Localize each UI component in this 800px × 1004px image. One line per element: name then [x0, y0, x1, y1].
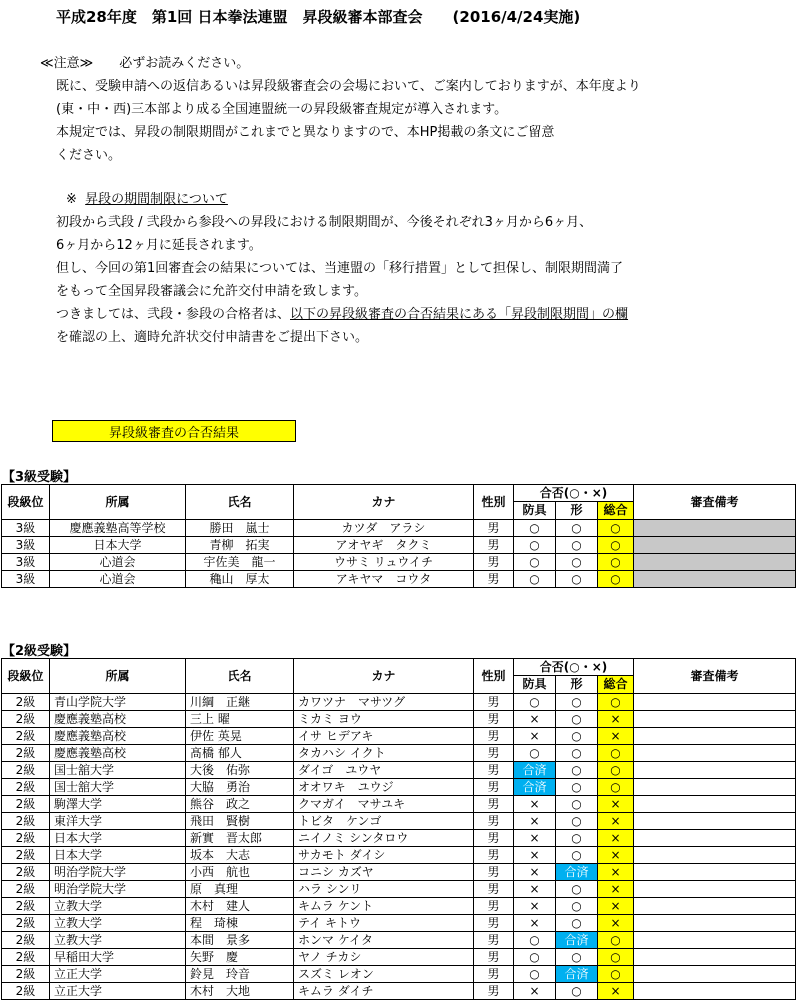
- cell-kata: ○: [556, 745, 598, 762]
- cell-kata: ○: [556, 830, 598, 847]
- table-row: [2, 694, 796, 711]
- cell-name: 大後 佑弥: [186, 762, 294, 779]
- cell-bougu: ○: [514, 520, 556, 537]
- cell-name: 伊佐 英晃: [186, 728, 294, 745]
- cell-kata: ○: [556, 711, 598, 728]
- cell-bougu: ×: [514, 796, 556, 813]
- cell-remarks: [634, 864, 796, 881]
- cell-kata: ○: [556, 694, 598, 711]
- header-kana: カナ: [294, 659, 474, 694]
- header-affiliation: 所属: [50, 485, 186, 520]
- cell-rank: 2級: [2, 932, 50, 949]
- header-kata: 形: [556, 502, 598, 520]
- cell-bougu: ×: [514, 915, 556, 932]
- cell-remarks: [634, 554, 796, 571]
- cell-gender: 男: [474, 762, 514, 779]
- cell-kana: カツダ アラシ: [294, 520, 474, 537]
- table-row: [2, 745, 796, 762]
- table-row: [2, 932, 796, 949]
- cell-affiliation: 早稲田大学: [50, 949, 186, 966]
- cell-kata: ○: [556, 554, 598, 571]
- cell-remarks: [634, 796, 796, 813]
- cell-total: ×: [598, 881, 634, 898]
- cell-remarks: [634, 932, 796, 949]
- cell-remarks: [634, 745, 796, 762]
- cell-remarks: [634, 847, 796, 864]
- cell-kana: コニシ カズヤ: [294, 864, 474, 881]
- header-remarks: 審査備考: [634, 659, 796, 694]
- notice-line: 既に、受験申請への返信あるいは昇段級審査会の会場において、ご案内しておりますが、本年度より: [56, 79, 641, 94]
- cell-gender: 男: [474, 745, 514, 762]
- cell-affiliation: 明治学院大学: [50, 881, 186, 898]
- cell-kata: ○: [556, 762, 598, 779]
- cell-rank: 2級: [2, 728, 50, 745]
- cell-total: ○: [598, 779, 634, 796]
- header-gender: 性別: [474, 659, 514, 694]
- cell-bougu: ×: [514, 711, 556, 728]
- cell-total: ○: [598, 966, 634, 983]
- cell-rank: 3級: [2, 520, 50, 537]
- cell-kata: ○: [556, 898, 598, 915]
- cell-name: 青柳 拓実: [186, 537, 294, 554]
- cell-gender: 男: [474, 694, 514, 711]
- cell-gender: 男: [474, 881, 514, 898]
- table-row: [2, 711, 796, 728]
- cell-affiliation: 立教大学: [50, 898, 186, 915]
- cell-gender: 男: [474, 966, 514, 983]
- cell-rank: 2級: [2, 813, 50, 830]
- cell-remarks: [634, 520, 796, 537]
- cell-kana: アオヤギ タクミ: [294, 537, 474, 554]
- cell-kata: ○: [556, 847, 598, 864]
- cell-total: ×: [598, 796, 634, 813]
- table-row: [2, 796, 796, 813]
- cell-affiliation: 日本大学: [50, 830, 186, 847]
- table-row: [2, 728, 796, 745]
- cell-kana: タカハシ イクト: [294, 745, 474, 762]
- cell-bougu: ○: [514, 745, 556, 762]
- cell-kata: ○: [556, 949, 598, 966]
- cell-affiliation: 慶應義塾高等学校: [50, 520, 186, 537]
- cell-bougu: ×: [514, 864, 556, 881]
- cell-affiliation: 日本大学: [50, 537, 186, 554]
- cell-rank: 2級: [2, 830, 50, 847]
- cell-name: 鈴見 玲音: [186, 966, 294, 983]
- cell-kana: キムラ ダイチ: [294, 983, 474, 1000]
- cell-remarks: [634, 898, 796, 915]
- cell-total: ×: [598, 983, 634, 1000]
- cell-remarks: [634, 915, 796, 932]
- cell-rank: 2級: [2, 779, 50, 796]
- section-heading-text: 昇段の期間制限について: [85, 192, 228, 207]
- table-row: [2, 779, 796, 796]
- cell-gender: 男: [474, 847, 514, 864]
- cell-kata: ○: [556, 813, 598, 830]
- cell-gender: 男: [474, 830, 514, 847]
- cell-kana: ホンマ ケイタ: [294, 932, 474, 949]
- cell-total: ×: [598, 898, 634, 915]
- cell-remarks: [634, 762, 796, 779]
- header-gender: 性別: [474, 485, 514, 520]
- cell-kata: ○: [556, 537, 598, 554]
- header-pass: 合否(○・×): [514, 485, 634, 502]
- section-line: [56, 303, 628, 326]
- cell-remarks: [634, 779, 796, 796]
- cell-gender: 男: [474, 864, 514, 881]
- header-total: 総合: [598, 676, 634, 694]
- cell-total: ○: [598, 571, 634, 588]
- cell-kata: 合済: [556, 966, 598, 983]
- cell-remarks: [634, 694, 796, 711]
- cell-kata: ○: [556, 728, 598, 745]
- cell-kana: スズミ レオン: [294, 966, 474, 983]
- section-line: 6ヶ月から12ヶ月に延長されます。: [56, 238, 262, 253]
- cell-bougu: 合済: [514, 762, 556, 779]
- cell-kana: ウサミ リュウイチ: [294, 554, 474, 571]
- cell-gender: 男: [474, 554, 514, 571]
- cell-name: 熊谷 政之: [186, 796, 294, 813]
- group-2kyu-label: 【2級受験】: [2, 644, 77, 659]
- cell-name: 木村 大地: [186, 983, 294, 1000]
- table-row: [2, 864, 796, 881]
- table-row: [2, 949, 796, 966]
- cell-total: ×: [598, 813, 634, 830]
- cell-gender: 男: [474, 537, 514, 554]
- cell-remarks: [634, 881, 796, 898]
- header-rank: 段級位: [2, 485, 50, 520]
- table-row: [2, 881, 796, 898]
- cell-gender: 男: [474, 949, 514, 966]
- table-row: [2, 554, 796, 571]
- cell-total: ○: [598, 949, 634, 966]
- cell-affiliation: 立正大学: [50, 966, 186, 983]
- results-table-2kyu: [1, 658, 796, 1000]
- cell-name: 宇佐美 龍一: [186, 554, 294, 571]
- cell-name: 坂本 大志: [186, 847, 294, 864]
- cell-total: ×: [598, 728, 634, 745]
- table-row: [2, 571, 796, 588]
- cell-remarks: [634, 571, 796, 588]
- cell-affiliation: 立正大学: [50, 983, 186, 1000]
- cell-rank: 2級: [2, 881, 50, 898]
- cell-kata: ○: [556, 983, 598, 1000]
- cell-gender: 男: [474, 898, 514, 915]
- table-row: [2, 915, 796, 932]
- header-affiliation: 所属: [50, 659, 186, 694]
- cell-affiliation: 立教大学: [50, 915, 186, 932]
- cell-kata: 合済: [556, 932, 598, 949]
- table-row: [2, 847, 796, 864]
- cell-kata: ○: [556, 796, 598, 813]
- results-table-3kyu: [1, 484, 796, 588]
- table-row: [2, 762, 796, 779]
- cell-bougu: ○: [514, 571, 556, 588]
- section-line-text: つきましては、弐段・参段の合格者は、: [56, 307, 291, 322]
- cell-remarks: [634, 813, 796, 830]
- cell-total: ×: [598, 711, 634, 728]
- cell-bougu: ×: [514, 898, 556, 915]
- header-total: 総合: [598, 502, 634, 520]
- table-row: [2, 830, 796, 847]
- cell-total: ○: [598, 520, 634, 537]
- cell-kata: ○: [556, 571, 598, 588]
- cell-rank: 2級: [2, 796, 50, 813]
- cell-name: 小西 航也: [186, 864, 294, 881]
- cell-remarks: [634, 711, 796, 728]
- notice-line: 本規定では、昇段の制限期間がこれまでと異なりますので、本HP掲載の条文にご留意: [56, 125, 555, 140]
- cell-kana: ヤノ チカシ: [294, 949, 474, 966]
- group-3kyu-label: 【3級受験】: [2, 470, 77, 485]
- cell-remarks: [634, 537, 796, 554]
- notice-line: ください。: [56, 148, 122, 163]
- cell-gender: 男: [474, 571, 514, 588]
- cell-affiliation: 心道会: [50, 571, 186, 588]
- header-remarks: 審査備考: [634, 485, 796, 520]
- cell-kana: ニイノミ シンタロウ: [294, 830, 474, 847]
- table-row: [2, 898, 796, 915]
- cell-name: 飛田 賢樹: [186, 813, 294, 830]
- cell-total: ×: [598, 847, 634, 864]
- cell-total: ○: [598, 745, 634, 762]
- table-row: [2, 537, 796, 554]
- page-title: 平成28年度 第1回 日本拳法連盟 昇段級審本部査会 (2016/4/24実施): [56, 8, 581, 26]
- cell-gender: 男: [474, 983, 514, 1000]
- section-line-underlined: 以下の昇段級審査の合否結果にある「昇段制限期間」の欄: [290, 307, 629, 322]
- cell-gender: 男: [474, 813, 514, 830]
- cell-bougu: ○: [514, 949, 556, 966]
- cell-rank: 2級: [2, 711, 50, 728]
- cell-total: ×: [598, 864, 634, 881]
- period-limit-section: [56, 188, 628, 349]
- cell-kata: 合済: [556, 864, 598, 881]
- cell-bougu: 合済: [514, 779, 556, 796]
- cell-affiliation: 慶應義塾高校: [50, 728, 186, 745]
- section-heading: [66, 188, 628, 211]
- cell-name: 勝田 嵐士: [186, 520, 294, 537]
- header-rank: 段級位: [2, 659, 50, 694]
- cell-bougu: ○: [514, 694, 556, 711]
- cell-total: ○: [598, 537, 634, 554]
- cell-kata: ○: [556, 520, 598, 537]
- section-line: をもって全国昇段審議会に允許交付申請を致します。: [56, 284, 367, 299]
- cell-kana: ダイゴ ユウヤ: [294, 762, 474, 779]
- cell-kana: イサ ヒデアキ: [294, 728, 474, 745]
- cell-kata: ○: [556, 881, 598, 898]
- result-banner: 昇段級審査の合否結果: [52, 420, 296, 442]
- cell-affiliation: 青山学院大学: [50, 694, 186, 711]
- cell-remarks: [634, 830, 796, 847]
- cell-affiliation: 国士舘大学: [50, 762, 186, 779]
- cell-gender: 男: [474, 932, 514, 949]
- header-pass: 合否(○・×): [514, 659, 634, 676]
- cell-name: 本間 景多: [186, 932, 294, 949]
- cell-rank: 3級: [2, 571, 50, 588]
- cell-total: ○: [598, 932, 634, 949]
- cell-bougu: ○: [514, 966, 556, 983]
- cell-kana: ハラ シンリ: [294, 881, 474, 898]
- cell-name: 大脇 勇治: [186, 779, 294, 796]
- header-bougu: 防具: [514, 676, 556, 694]
- cell-gender: 男: [474, 520, 514, 537]
- cell-remarks: [634, 966, 796, 983]
- cell-affiliation: 慶應義塾高校: [50, 745, 186, 762]
- cell-kana: トビタ ケンゴ: [294, 813, 474, 830]
- cell-bougu: ○: [514, 554, 556, 571]
- section-line: 但し、今回の第1回審査会の結果については、当連盟の「移行措置」として担保し、制限期間満了: [56, 261, 624, 276]
- table-row: [2, 813, 796, 830]
- cell-affiliation: 国士舘大学: [50, 779, 186, 796]
- cell-name: 三上 曜: [186, 711, 294, 728]
- cell-kana: サカモト ダイシ: [294, 847, 474, 864]
- cell-rank: 2級: [2, 966, 50, 983]
- cell-rank: 3級: [2, 554, 50, 571]
- cell-kana: キムラ ケント: [294, 898, 474, 915]
- cell-kana: ミカミ ヨウ: [294, 711, 474, 728]
- cell-affiliation: 慶應義塾高校: [50, 711, 186, 728]
- section-line: を確認の上、適時允許状交付申請書をご提出下さい。: [56, 330, 369, 345]
- cell-kana: オオワキ ユウジ: [294, 779, 474, 796]
- table-row: [2, 983, 796, 1000]
- cell-kata: ○: [556, 915, 598, 932]
- cell-affiliation: 日本大学: [50, 847, 186, 864]
- cell-bougu: ×: [514, 983, 556, 1000]
- section-heading-mark: ※: [66, 192, 77, 207]
- cell-bougu: ×: [514, 830, 556, 847]
- cell-rank: 2級: [2, 847, 50, 864]
- cell-bougu: ×: [514, 847, 556, 864]
- section-line: 初段から弐段 / 弐段から参段への昇段における制限期間が、今後それぞれ3ヶ月から6ヶ月、: [56, 215, 593, 230]
- cell-total: ○: [598, 694, 634, 711]
- cell-remarks: [634, 728, 796, 745]
- cell-bougu: ○: [514, 537, 556, 554]
- header-bougu: 防具: [514, 502, 556, 520]
- cell-total: ○: [598, 554, 634, 571]
- cell-gender: 男: [474, 915, 514, 932]
- cell-affiliation: 駒澤大学: [50, 796, 186, 813]
- cell-kana: アキヤマ コウタ: [294, 571, 474, 588]
- cell-gender: 男: [474, 779, 514, 796]
- cell-gender: 男: [474, 728, 514, 745]
- cell-rank: 2級: [2, 864, 50, 881]
- table-row: [2, 966, 796, 983]
- cell-rank: 2級: [2, 762, 50, 779]
- cell-kana: カワツナ マサツグ: [294, 694, 474, 711]
- cell-rank: 2級: [2, 694, 50, 711]
- cell-name: 木村 建人: [186, 898, 294, 915]
- cell-kana: テイ キトウ: [294, 915, 474, 932]
- cell-affiliation: 東洋大学: [50, 813, 186, 830]
- cell-bougu: ×: [514, 728, 556, 745]
- cell-kana: クマガイ マサユキ: [294, 796, 474, 813]
- cell-name: 原 真理: [186, 881, 294, 898]
- notice-heading: ≪注意≫ 必ずお読みください。: [40, 56, 250, 71]
- cell-name: 穐山 厚太: [186, 571, 294, 588]
- header-name: 氏名: [186, 485, 294, 520]
- cell-gender: 男: [474, 796, 514, 813]
- cell-kata: ○: [556, 779, 598, 796]
- cell-affiliation: 明治学院大学: [50, 864, 186, 881]
- cell-rank: 3級: [2, 537, 50, 554]
- cell-name: 髙橋 郁人: [186, 745, 294, 762]
- header-name: 氏名: [186, 659, 294, 694]
- cell-name: 新實 晋太郎: [186, 830, 294, 847]
- cell-name: 川綱 正継: [186, 694, 294, 711]
- notice-block: [40, 52, 641, 167]
- header-kata: 形: [556, 676, 598, 694]
- cell-bougu: ○: [514, 932, 556, 949]
- table-row: [2, 520, 796, 537]
- cell-affiliation: 心道会: [50, 554, 186, 571]
- cell-total: ○: [598, 762, 634, 779]
- cell-affiliation: 立教大学: [50, 932, 186, 949]
- cell-remarks: [634, 949, 796, 966]
- cell-remarks: [634, 983, 796, 1000]
- cell-name: 程 琦棟: [186, 915, 294, 932]
- cell-rank: 2級: [2, 915, 50, 932]
- cell-gender: 男: [474, 711, 514, 728]
- cell-rank: 2級: [2, 949, 50, 966]
- notice-line: (東・中・西)三本部より成る全国連盟統一の昇段級審査規定が導入されます。: [56, 102, 508, 117]
- cell-bougu: ×: [514, 881, 556, 898]
- cell-bougu: ×: [514, 813, 556, 830]
- cell-total: ×: [598, 915, 634, 932]
- cell-rank: 2級: [2, 745, 50, 762]
- cell-rank: 2級: [2, 898, 50, 915]
- cell-name: 矢野 慶: [186, 949, 294, 966]
- cell-rank: 2級: [2, 983, 50, 1000]
- header-kana: カナ: [294, 485, 474, 520]
- cell-total: ×: [598, 830, 634, 847]
